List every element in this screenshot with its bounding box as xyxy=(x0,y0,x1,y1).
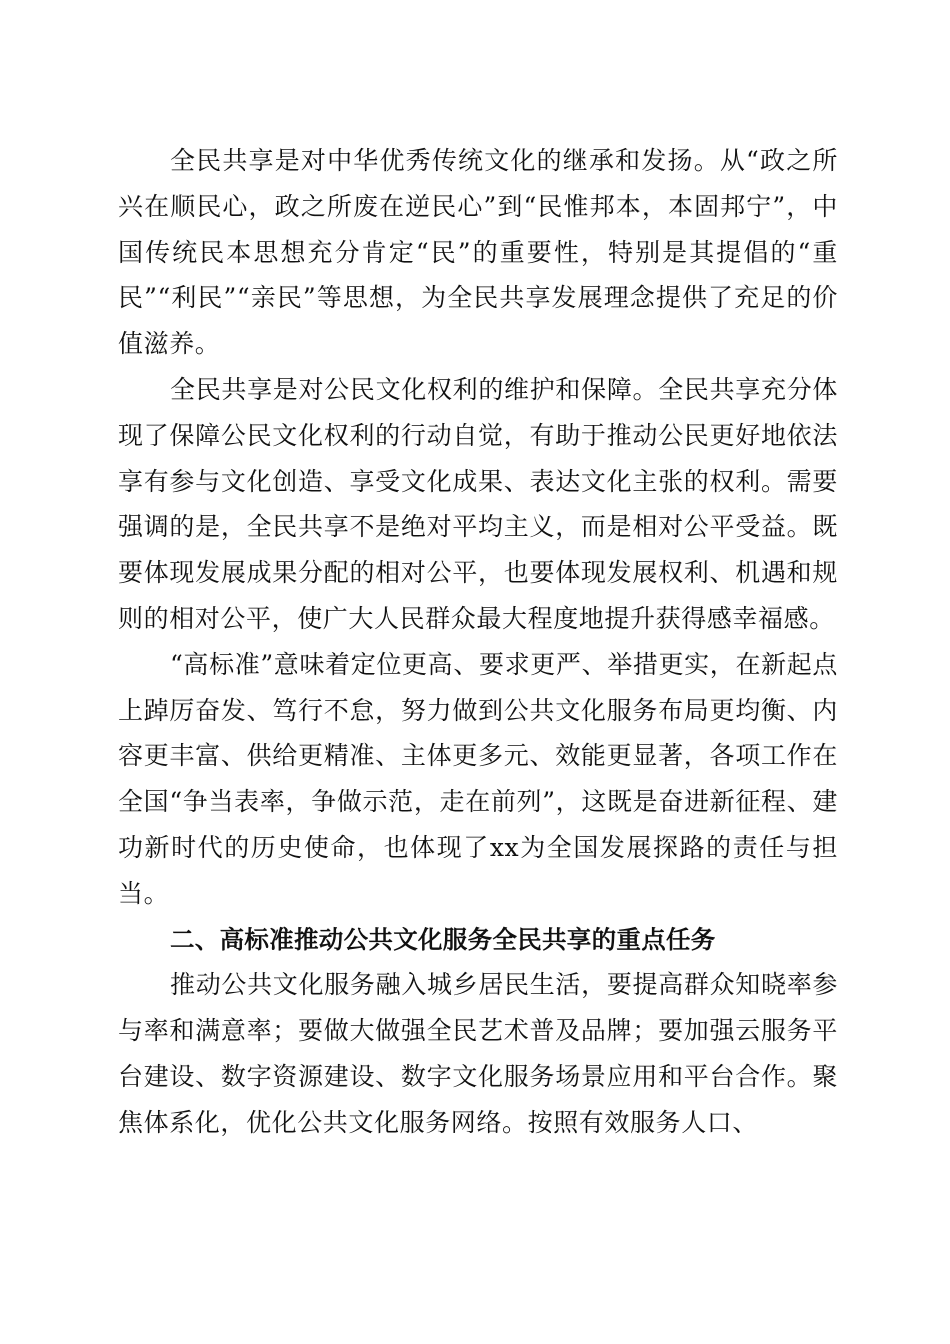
paragraph-cultural-rights: 全民共享是对公民文化权利的维护和保障。全民共享充分体现了保障公民文化权利的行动自觉，有助于推动公民更好地依法享有参与文化创造、享受文化成果、表达文化主张的权利。需要强调的是，全民共享不是绝对平均主义，而是相对公平受益。既要体现发展成果分配的相对公平，也要体现发展权利、机遇和规则的相对公平，使广大人民群众最大程度地提升获得感幸福感。 xyxy=(118,374,838,633)
paragraph-heritage: 全民共享是对中华优秀传统文化的继承和发扬。从“政之所兴在顺民心，政之所废在逆民心”到“民惟邦本，本固邦宁”，中国传统民本思想充分肯定“民”的重要性，特别是其提倡的“重民”“利民”“亲民”等思想，为全民共享发展理念提供了充足的价值滋养。 xyxy=(118,146,838,359)
document-body xyxy=(118,138,838,1146)
paragraph-key-tasks: 推动公共文化服务融入城乡居民生活，要提高群众知晓率参与率和满意率；要做大做强全民艺术普及品牌；要加强云服务平台建设、数字资源建设、数字文化服务场景应用和平台合作。聚焦体系化，优化公共文化服务网络。按照有效服务人口、 xyxy=(118,970,838,1137)
paragraph-high-standard: “高标准”意味着定位更高、要求更严、举措更实，在新起点上踔厉奋发、笃行不怠，努力做到公共文化服务布局更均衡、内容更丰富、供给更精准、主体更多元、效能更显著，各项工作在全国“争当表率，争做示范，走在前列”，这既是奋进新征程、建功新时代的历史使命，也体现了xx为全国发展探路的责任与担当。 xyxy=(118,649,838,908)
section-heading: 二、高标准推动公共文化服务全民共享的重点任务 xyxy=(170,924,716,954)
